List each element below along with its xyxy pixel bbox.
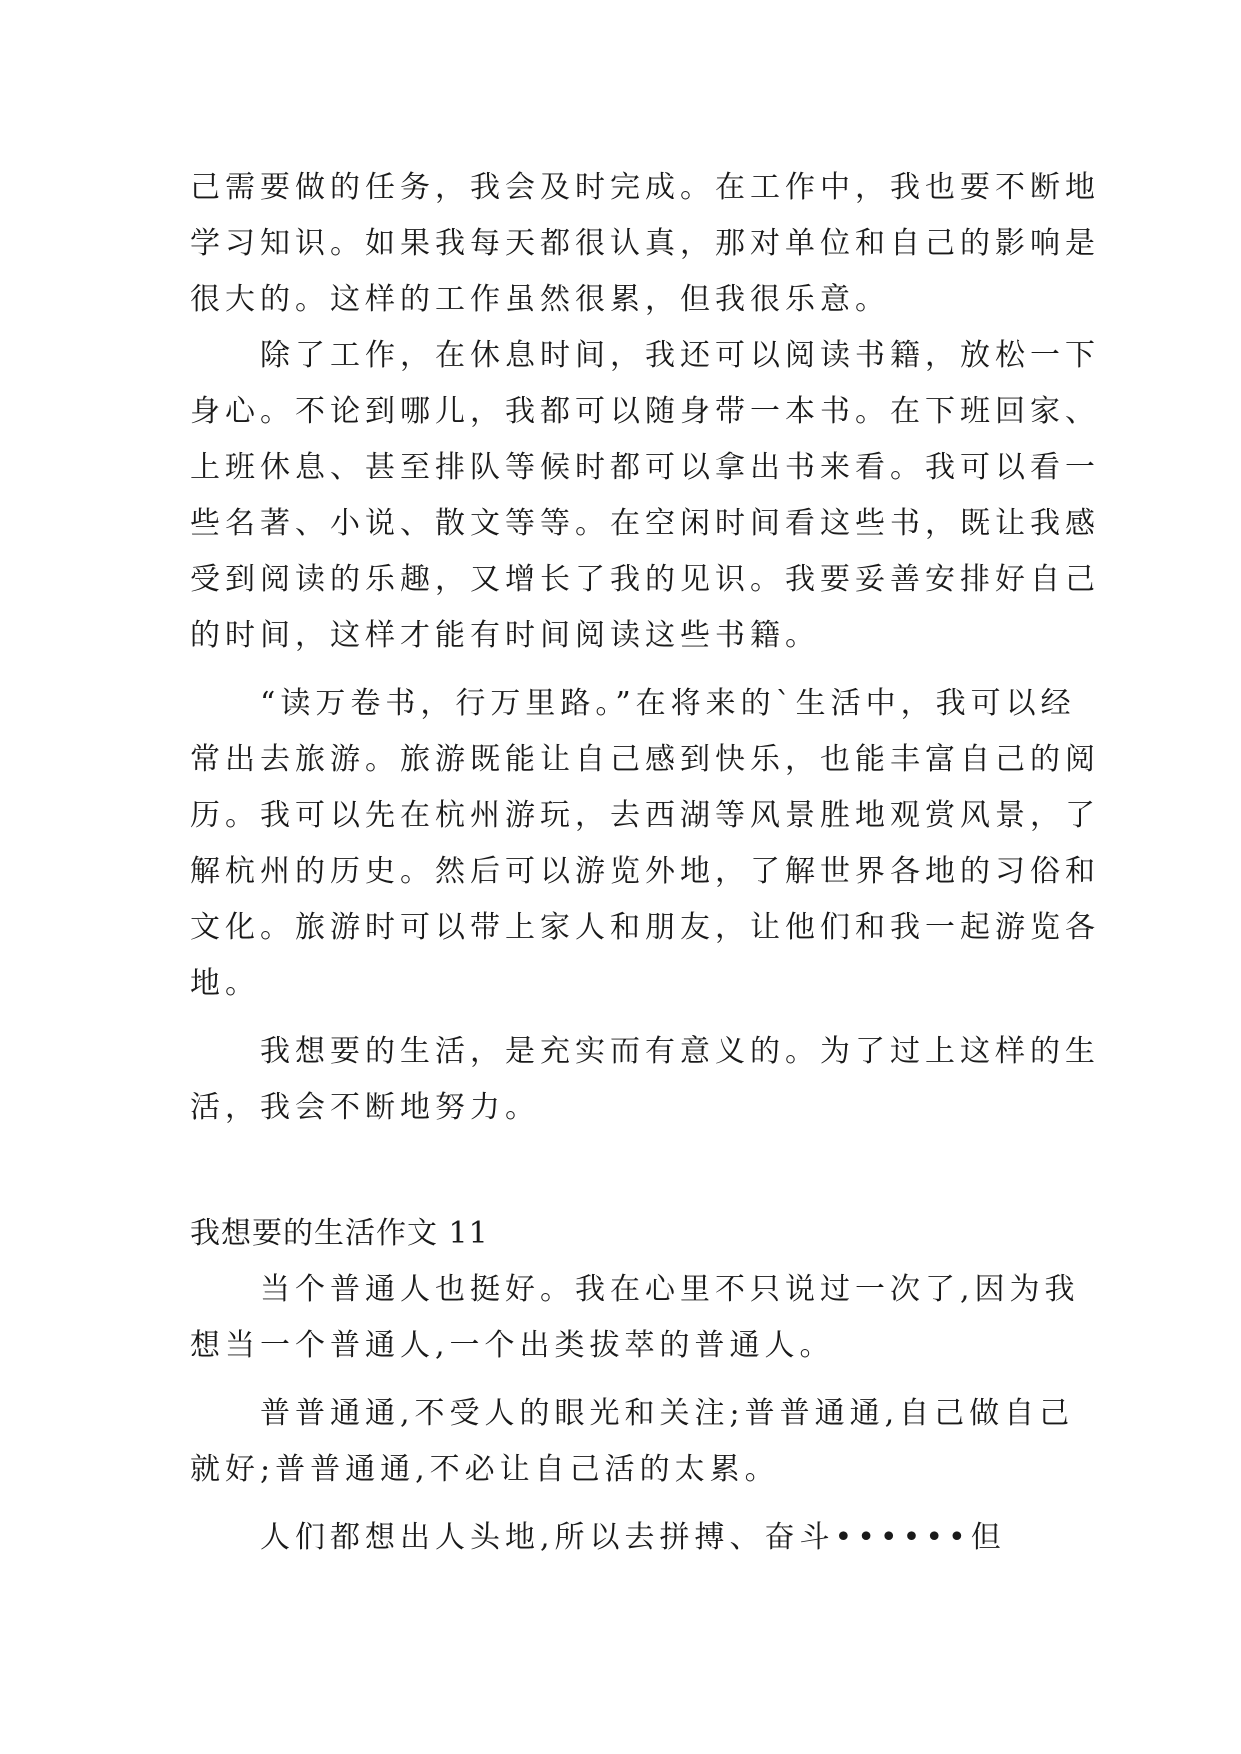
paragraph-line: 当个普通人也挺好。我在心里不只说过一次了,因为我 [190,1272,1080,1307]
paragraph-line: 活，我会不断地努力。 [190,1090,540,1125]
paragraph-line: 除了工作，在休息时间，我还可以阅读书籍，放松一下 [190,338,1100,373]
paragraph-line: 就好;普普通通,不必让自己活的太累。 [190,1452,780,1487]
paragraph-line: 历。我可以先在杭州游玩，去西湖等风景胜地观赏风景，了 [190,798,1100,833]
paragraph-line: 人们都想出人头地,所以去拼搏、奋斗••••••但 [190,1520,1006,1555]
paragraph-line: 的时间，这样才能有时间阅读这些书籍。 [190,618,820,653]
paragraph-line: “读万卷书，行万里路。”在将来的`生活中，我可以经 [190,686,1076,721]
paragraph-line: 很大的。这样的工作虽然很累，但我很乐意。 [190,282,890,317]
paragraph-line: 普普通通,不受人的眼光和关注;普普通通,自己做自己 [190,1396,1075,1431]
paragraph-line: 我想要的生活，是充实而有意义的。为了过上这样的生 [190,1034,1100,1069]
paragraph-line: 受到阅读的乐趣，又增长了我的见识。我要妥善安排好自己 [190,562,1100,597]
paragraph-line: 身心。不论到哪儿，我都可以随身带一本书。在下班回家、 [190,394,1100,429]
essay-title: 我想要的生活作文 11 [190,1216,489,1251]
paragraph-line: 解杭州的历史。然后可以游览外地，了解世界各地的习俗和 [190,854,1100,889]
paragraph-line: 常出去旅游。旅游既能让自己感到快乐，也能丰富自己的阅 [190,742,1100,777]
paragraph-line: 想当一个普通人,一个出类拔萃的普通人。 [190,1328,835,1363]
paragraph-line: 地。 [190,966,260,1001]
paragraph-line: 学习知识。如果我每天都很认真，那对单位和自己的影响是 [190,226,1100,261]
paragraph-line: 上班休息、甚至排队等候时都可以拿出书来看。我可以看一 [190,450,1100,485]
paragraph-line: 己需要做的任务，我会及时完成。在工作中，我也要不断地 [190,170,1100,205]
paragraph-line: 些名著、小说、散文等等。在空闲时间看这些书，既让我感 [190,506,1100,541]
paragraph-line: 文化。旅游时可以带上家人和朋友，让他们和我一起游览各 [190,910,1100,945]
